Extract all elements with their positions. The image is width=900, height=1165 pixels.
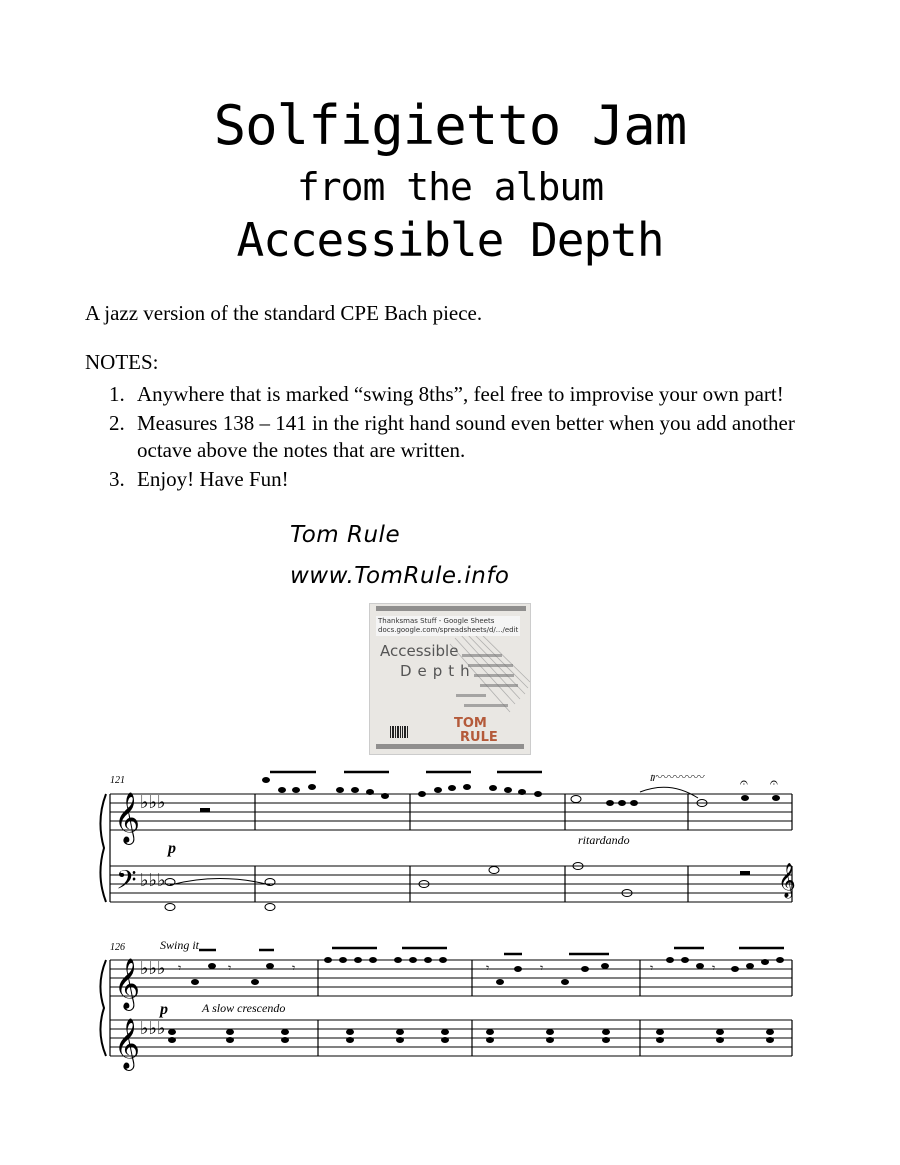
system-1-barlines <box>110 794 792 902</box>
rest-icon: 𝄾 <box>712 961 716 975</box>
measure-number-121: 121 <box>110 775 125 786</box>
key-signature-flats-icon: ♭♭♭ <box>140 792 166 813</box>
rest-icon: 𝄾 <box>540 961 544 975</box>
note-number: 1. <box>109 382 125 406</box>
notes-heading: NOTES: <box>85 350 159 374</box>
cover-header-line: Thanksmas Stuff - Google Sheets <box>378 617 495 625</box>
treble-clef-icon: 𝄞 <box>114 1018 141 1069</box>
rest-icon <box>740 871 750 875</box>
cover-artist-last: RULE <box>460 730 498 745</box>
author-website-link[interactable]: www.TomRule.info <box>290 563 510 589</box>
cover-word-depth: Depth <box>400 662 476 680</box>
rest-icon: 𝄾 <box>178 961 182 975</box>
tempo-text: Swing it <box>160 938 200 952</box>
cover-word-accessible: Accessible <box>380 642 459 660</box>
fermata-icon: 𝄐 <box>740 775 748 791</box>
system-2-beams <box>199 948 784 954</box>
key-signature-flats-icon: ♭♭♭ <box>140 1018 166 1039</box>
system-2-brace <box>100 960 106 1056</box>
rest-icon: 𝄾 <box>486 961 490 975</box>
note-text: Measures 138 – 141 in the right hand sound even better when you add another octave above the notes that are written. <box>137 411 795 462</box>
rest-icon: 𝄾 <box>292 961 296 975</box>
treble-clef-icon: 𝄞 <box>114 792 141 843</box>
key-signature-flats-icon: ♭♭♭ <box>140 870 166 891</box>
author-name: Tom Rule <box>290 522 401 548</box>
dynamic-marking: p <box>160 1001 168 1018</box>
note-text: Anywhere that is marked “swing 8ths”, feel free to improvise your own part! <box>137 382 784 406</box>
album-title: Accessible Depth <box>236 213 664 267</box>
cover-header-line: docs.google.com/spreadsheets/d/.../edit <box>378 626 519 634</box>
dynamic-marking: p <box>168 840 176 857</box>
treble-clef-change-icon: 𝄞 <box>778 863 796 898</box>
rest-icon: 𝄾 <box>228 961 232 975</box>
fermata-icon: 𝄐 <box>770 775 778 791</box>
system-1-staff-lines <box>110 794 792 902</box>
whole-rest-icon <box>200 808 210 812</box>
rest-icon: 𝄾 <box>650 961 654 975</box>
note-text: Enjoy! Have Fun! <box>137 467 289 491</box>
measure-number-126: 126 <box>110 942 125 953</box>
system-2-notes <box>168 957 784 1043</box>
cover-artist-first: TOM <box>454 716 487 731</box>
expression-ritardando: ritardando <box>578 833 630 847</box>
slur-icon <box>640 787 698 798</box>
key-signature-flats-icon: ♭♭♭ <box>140 958 166 979</box>
note-number: 3. <box>109 467 125 491</box>
treble-clef-icon: 𝄞 <box>114 958 141 1009</box>
note-number: 2. <box>109 411 125 435</box>
subtitle: from the album <box>296 165 604 209</box>
trill-icon: 𝆖〰〰〰〰 <box>650 770 705 784</box>
intro-text: A jazz version of the standard CPE Bach piece. <box>85 301 483 325</box>
expression-crescendo: A slow crescendo <box>202 1001 286 1015</box>
bass-clef-icon: 𝄢 <box>116 864 137 902</box>
system-1-brace <box>100 794 106 902</box>
song-title: Solfigietto Jam <box>213 94 687 157</box>
